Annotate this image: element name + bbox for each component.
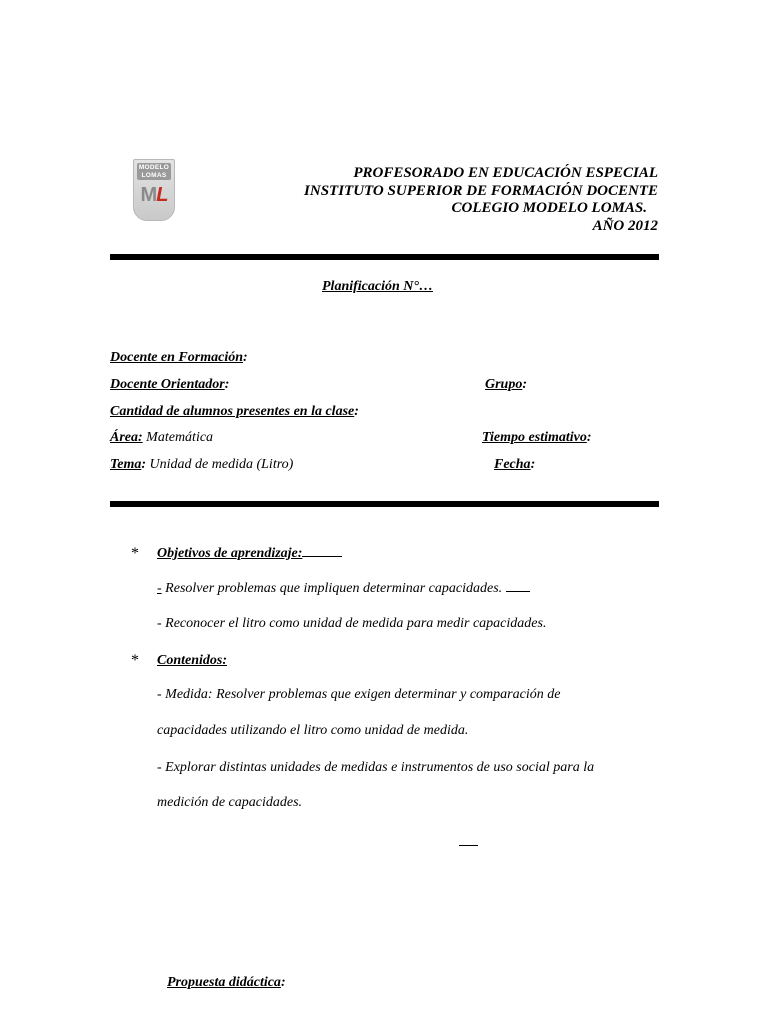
field-docente-orientador: Docente Orientador: bbox=[110, 377, 230, 392]
logo-wordmark: MODELO LOMAS bbox=[138, 164, 170, 179]
header-line-3: COLEGIO MODELO LOMAS. bbox=[451, 200, 647, 216]
bullet-contenidos: * bbox=[131, 652, 139, 669]
tema-value: Unidad de medida (Litro) bbox=[149, 457, 294, 472]
school-logo bbox=[133, 159, 175, 221]
header-line-2: INSTITUTO SUPERIOR DE FORMACIÓN DOCENTE bbox=[304, 183, 658, 199]
propuesta-heading: Propuesta didáctica: bbox=[167, 975, 286, 990]
contenido-item-2b: medición de capacidades. bbox=[157, 795, 303, 810]
objetivos-heading: Objetivos de aprendizaje: bbox=[157, 545, 342, 562]
contenido-item-1a: - Medida: Resolver problemas que exigen determinar y comparación de bbox=[157, 687, 561, 702]
objetivo-item-1: - Resolver problemas que impliquen determinar capacidades. bbox=[157, 581, 530, 597]
field-tiempo: Tiempo estimativo: bbox=[482, 430, 592, 445]
field-grupo: Grupo: bbox=[485, 377, 528, 392]
field-cantidad-alumnos: Cantidad de alumnos presentes en la clase: bbox=[110, 404, 359, 419]
field-area: Área: Matemática bbox=[110, 430, 214, 445]
objetivo-item-2: - Reconocer el litro como unidad de medida para medir capacidades. bbox=[157, 616, 547, 631]
contenidos-heading: Contenidos: bbox=[157, 653, 228, 668]
logo-monogram: ML bbox=[140, 184, 168, 206]
divider-middle bbox=[110, 501, 659, 507]
divider-top bbox=[110, 254, 659, 260]
area-value: Matemática bbox=[146, 430, 214, 445]
plan-title: Planificación N°… bbox=[322, 279, 433, 294]
header-line-4: AÑO 2012 bbox=[592, 218, 658, 234]
field-tema: Tema: Unidad de medida (Litro) bbox=[110, 457, 294, 472]
contenido-item-1b: capacidades utilizando el litro como unidad de medida. bbox=[157, 723, 469, 738]
field-docente-formacion: Docente en Formación: bbox=[110, 350, 248, 365]
bullet-objetivos: * bbox=[131, 545, 139, 562]
stray-underline bbox=[459, 845, 478, 846]
contenido-item-2a: - Explorar distintas unidades de medidas e instrumentos de uso social para la bbox=[157, 760, 595, 775]
field-fecha: Fecha: bbox=[494, 457, 536, 472]
header-line-1: PROFESORADO EN EDUCACIÓN ESPECIAL bbox=[353, 165, 658, 181]
